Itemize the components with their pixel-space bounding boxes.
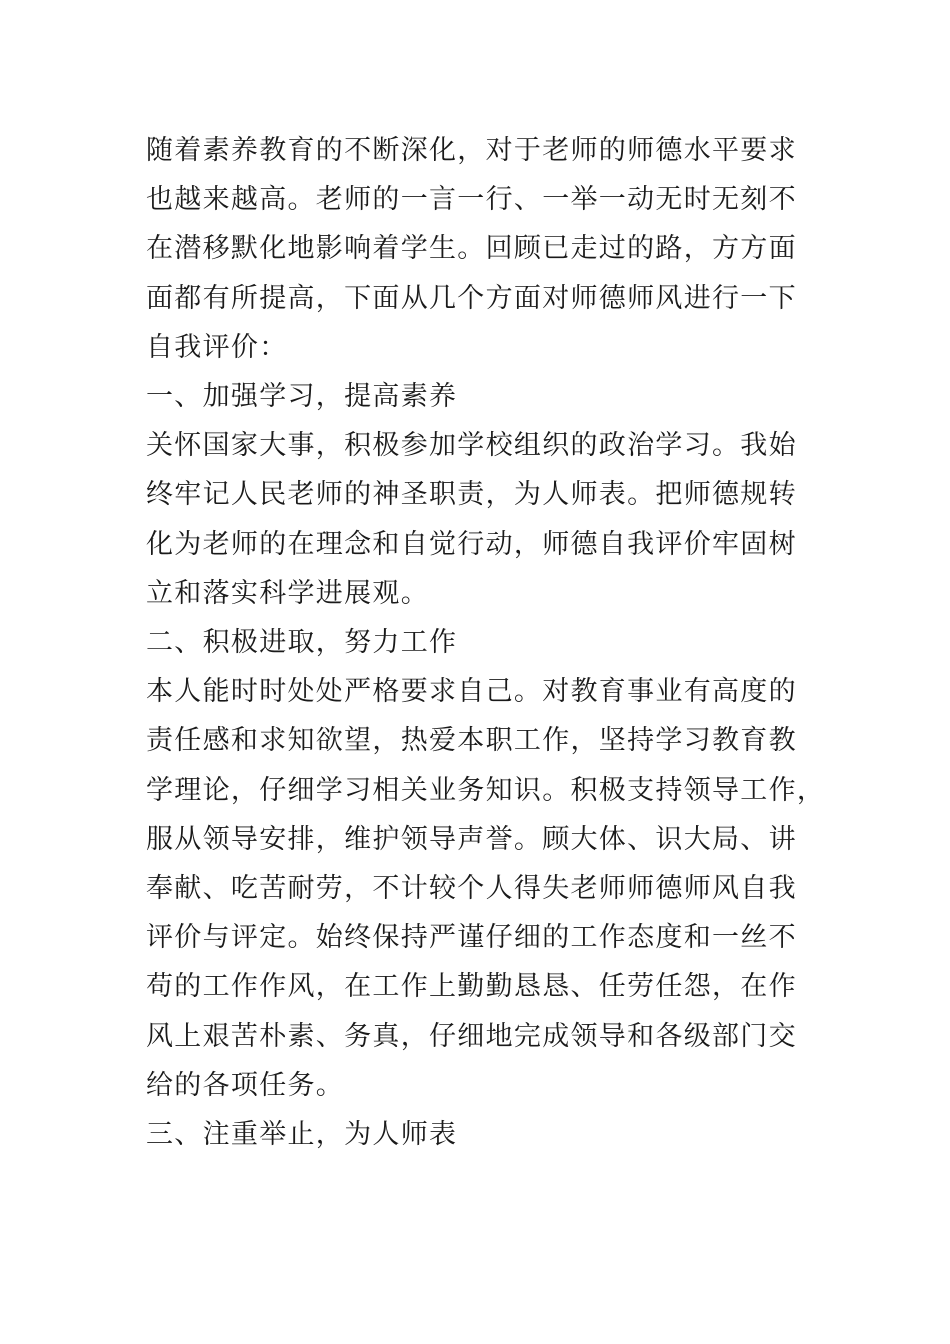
document-body [146,126,826,1159]
section-2-line: 本人能时时处处严格要求自己。对教育事业有高度的 [146,676,797,708]
section-2-line: 风上艰苦朴素、务真，仔细地完成领导和各级部门交 [146,1020,797,1052]
intro-line: 在潜移默化地影响着学生。回顾已走过的路，方方面 [146,233,797,265]
section-2-heading: 二、积极进取，努力工作 [146,627,458,659]
section-1-line: 关怀国家大事，积极参加学校组织的政治学习。我始 [146,430,797,462]
intro-line: 也越来越高。老师的一言一行、一举一动无时无刻不 [146,184,797,216]
section-2-line: 责任感和求知欲望，热爱本职工作，坚持学习教育教 [146,725,797,757]
section-1-line: 化为老师的在理念和自觉行动，师德自我评价牢固树 [146,528,797,560]
section-2 [146,618,826,1110]
section-3-heading: 三、注重举止，为人师表 [146,1119,458,1151]
section-2-line: 奉献、吃苦耐劳，不计较个人得失老师师德师风自我 [146,873,797,905]
section-2-line: 服从领导安排，维护领导声誉。顾大体、识大局、讲 [146,823,797,855]
intro-line: 随着素养教育的不断深化，对于老师的师德水平要求 [146,135,797,166]
section-2-line: 评价与评定。始终保持严谨仔细的工作态度和一丝不 [146,922,797,954]
section-1-line: 终牢记人民老师的神圣职责，为人师表。把师德规转 [146,479,797,511]
section-1-line: 立和落实科学进展观。 [146,577,429,609]
section-3 [146,1110,806,1159]
section-1 [146,372,806,618]
intro-line: 面都有所提高，下面从几个方面对师德师风进行一下 [146,282,797,314]
section-2-line: 学理论，仔细学习相关业务知识。积极支持领导工作， [146,774,826,806]
intro-paragraph [146,126,806,372]
intro-line: 自我评价： [146,331,288,363]
section-2-line: 苟的工作作风，在工作上勤勤恳恳、任劳任怨，在作 [146,971,797,1003]
section-2-line: 给的各项任务。 [146,1069,345,1101]
section-1-heading: 一、加强学习，提高素养 [146,381,458,413]
